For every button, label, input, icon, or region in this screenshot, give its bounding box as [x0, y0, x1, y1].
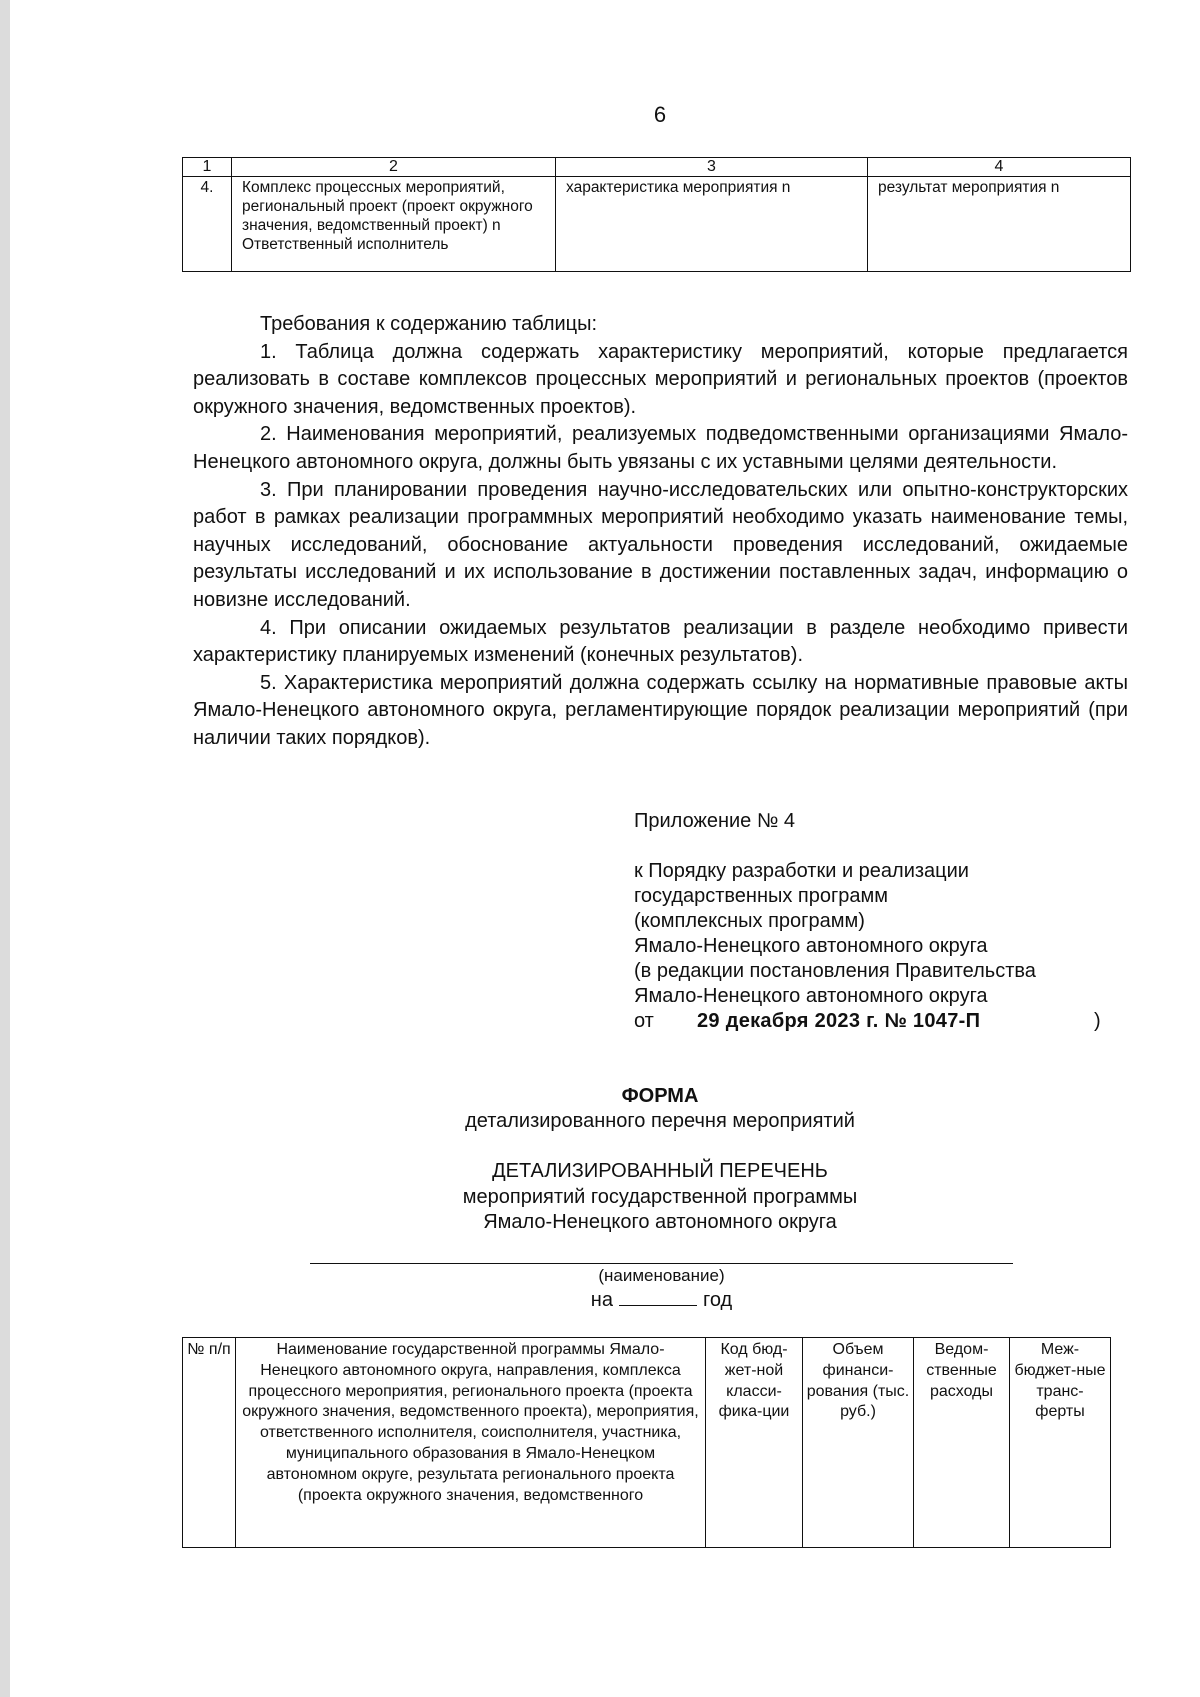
detailed-list-table: [182, 1337, 1111, 1548]
table-header-row: [183, 158, 1131, 177]
form-subtitle: детализированного перечня мероприятий: [465, 1110, 855, 1132]
event-result-cell: результат мероприятия n: [868, 177, 1131, 272]
table-header-cell: 1: [183, 158, 232, 177]
header-budget-code: Код бюд-жет-ной класси-фика-ции: [706, 1338, 803, 1548]
year-prefix: на: [590, 1289, 613, 1311]
page-gutter: [0, 0, 10, 1697]
requirement-item: 2. Наименования мероприятий, реализуемых подведомственными организациями Ямало-Ненецкого автономного округа, должны быть увязаны с их уставными целями деятельности.: [193, 423, 1128, 473]
decree-from-label: от: [634, 1010, 654, 1032]
page-number: 6: [653, 102, 667, 127]
table-requirements: [193, 311, 1128, 753]
list-subtitle: Ямало-Ненецкого автономного округа: [483, 1211, 837, 1233]
name-fill-line: [310, 1263, 1013, 1264]
requirement-item: 3. При планировании проведения научно-исследовательских или опытно-конструкторских работ в рамках реализации программных мероприятий необходимо указать наименование темы, научных исследований, обоснование актуальности проведения исследований, ожидаемые результаты исследований и их использование в достижении поставленных задач, информацию о новизне исследований.: [193, 478, 1128, 611]
table-header-cell: 3: [556, 158, 868, 177]
event-characteristic-cell: характеристика мероприятия n: [556, 177, 868, 272]
requirement-item: 5. Характеристика мероприятий должна содержать ссылку на нормативные правовые акты Ямало-Ненецкого автономного округа, регламентирующие порядок реализации мероприятий (при наличии таких порядков).: [193, 671, 1128, 749]
list-title: ДЕТАЛИЗИРОВАННЫЙ ПЕРЕЧЕНЬ: [492, 1160, 828, 1182]
year-blank: [619, 1287, 697, 1306]
table-row: [183, 177, 1131, 272]
table-header-row: [183, 1338, 1111, 1548]
requirement-item: 4. При описании ожидаемых результатов реализации в разделе необходимо привести характеристику планируемых изменений (конечных результатов).: [193, 616, 1128, 667]
decree-close-paren: ): [1094, 1010, 1101, 1032]
year-suffix: год: [702, 1289, 733, 1311]
table-header-cell: 2: [232, 158, 556, 177]
list-subtitle: мероприятий государственной программы: [462, 1186, 858, 1208]
header-interbudget-transfers: Меж-бюджет-ные транс-ферты: [1010, 1338, 1111, 1548]
appendix-line: (в редакции постановления Правительства: [634, 960, 1036, 982]
characteristics-table: [182, 157, 1131, 272]
form-title: ФОРМА: [621, 1085, 699, 1107]
decree-number: 29 декабря 2023 г. № 1047-П: [697, 1010, 981, 1032]
appendix-line: государственных программ: [634, 885, 889, 907]
appendix-line: Ямало-Ненецкого автономного округа: [634, 985, 988, 1007]
table-header-cell: 4: [868, 158, 1131, 177]
appendix-line: Ямало-Ненецкого автономного округа: [634, 935, 988, 957]
requirements-title: Требования к содержанию таблицы:: [260, 313, 598, 335]
year-field: [310, 1287, 1013, 1312]
appendix-header: [634, 809, 1154, 1009]
requirement-item: 1. Таблица должна содержать характеристику мероприятий, которые предлагается реализовать в составе комплексов процессных мероприятий и региональных проектов (проектов окружного значения, ведомственных проектов).: [193, 340, 1128, 418]
header-program-name: Наименование государственной программы Ямало-Ненецкого автономного округа, направления, комплекса процессного мероприятия, регионального проекта (проекта окружного значения, ведомственного проекта), мероприятия, ответственного исполнителя, соисполнителя, участника, муниципального образования в Ямало-Ненецком автономном округе, результата регионального проекта (проекта окружного значения, ведомственного: [236, 1338, 706, 1548]
header-funding-volume: Объем финанси-рования (тыс. руб.): [803, 1338, 914, 1548]
header-row-number: № п/п: [183, 1338, 236, 1548]
appendix-line: к Порядку разработки и реализации: [634, 860, 969, 882]
appendix-title: Приложение № 4: [634, 810, 795, 832]
appendix-line: (комплексных программ): [634, 910, 865, 932]
event-complex-cell: Комплекс процессных мероприятий, региональный проект (проект окружного значения, ведомственный проект) n Ответственный исполнитель: [232, 177, 556, 272]
header-departmental-expenses: Ведом-ственные расходы: [914, 1338, 1010, 1548]
name-caption: (наименование): [598, 1266, 725, 1285]
row-number-cell: 4.: [183, 177, 232, 272]
